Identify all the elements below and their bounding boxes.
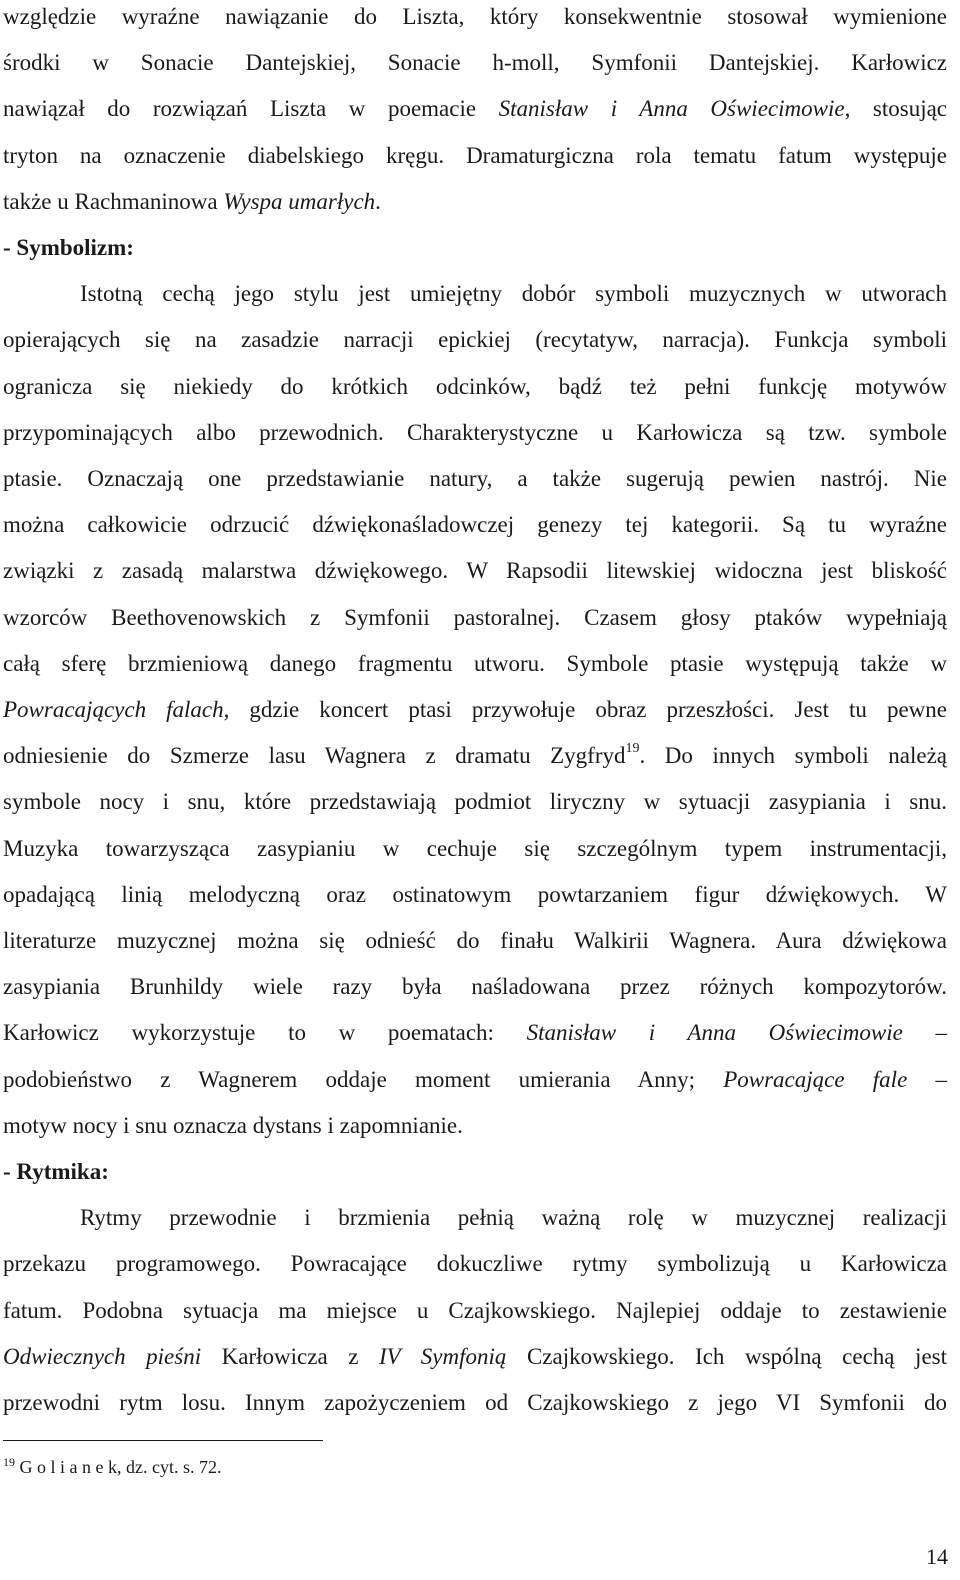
text-run: Istotną cechą jego stylu jest umiejętny dobór symboli muzycznych w utworach — [80, 281, 947, 307]
text-line — [3, 1340, 947, 1374]
text-run: Karłowicz wykorzystuje to w poematach: — [3, 1020, 527, 1046]
text-line — [3, 0, 947, 34]
text-run: wzorców Beethovenowskich z Symfonii pastoralnej. Czasem głosy ptaków wypełniają — [3, 604, 947, 630]
text-run: przekazu programowego. Powracające dokuczliwe rytmy symbolizują u Karłowicza — [3, 1251, 947, 1277]
page-number: 14 — [926, 1544, 948, 1569]
text-line — [3, 370, 947, 404]
text-line — [3, 508, 947, 542]
footnote-ref: 19 — [625, 740, 640, 756]
text-line — [3, 554, 947, 588]
text-line — [3, 46, 947, 80]
text-line — [3, 139, 947, 173]
text-run: Rytmy przewodnie i brzmienia pełnią ważną rolę w muzycznej realizacji — [80, 1205, 947, 1231]
text-run: tryton na oznaczenie diabelskiego kręgu. Dramaturgiczna rola tematu fatum występuje — [3, 142, 947, 168]
text-run: literaturze muzycznej można się odnieść do finału Walkirii Wagnera. Aura dźwiękowa — [3, 928, 947, 953]
text-line — [3, 1109, 947, 1143]
italic-title: Odwiecznych pieśni — [3, 1343, 202, 1369]
italic-title: Powracające fale — [723, 1066, 908, 1092]
text-run: motyw nocy i snu oznacza dystans i zapomnianie. — [3, 1112, 463, 1138]
text-run: podobieństwo z Wagnerem oddaje moment umierania Anny; — [3, 1066, 724, 1092]
text-run: . Do innych symboli należą — [639, 743, 948, 769]
text-run: można całkowicie odrzucić dźwiękonaśladowczej genezy tej kategorii. Są tu wyraźne — [3, 512, 947, 538]
text-run: – — [907, 1066, 947, 1092]
text-line — [3, 647, 947, 681]
text-run: fatum. Podobna sytuacja ma miejsce u Czajkowskiego. Najlepiej oddaje to zestawienie — [3, 1297, 947, 1323]
text-run: . — [375, 188, 381, 214]
text-line — [3, 1063, 947, 1097]
text-run: - Symbolizm: — [3, 235, 134, 260]
text-run: - Rytmika: — [3, 1159, 109, 1184]
text-run: względzie wyraźne nawiązanie do Liszta, który konsekwentnie stosował wymienione — [3, 4, 947, 29]
footnote — [3, 1453, 221, 1481]
text-line — [3, 924, 947, 958]
italic-title: Wyspa umarłych — [223, 188, 376, 214]
text-line — [3, 601, 947, 635]
text-run: przewodni rytm losu. Innym zapożyczeniem od Czajkowskiego z jego VI Symfonii do — [3, 1390, 947, 1415]
text-line — [3, 1016, 947, 1050]
footnote-text: G o l i a n e k, dz. cyt. s. 72. — [19, 1457, 222, 1477]
text-run: opierających się na zasadzie narracji epickiej (recytatyw, narracja). Funkcja symboli — [3, 327, 947, 353]
text-line — [3, 832, 947, 866]
text-run: Czajkowskiego. Ich wspólną cechą jest — [506, 1343, 947, 1369]
text-line — [80, 277, 947, 311]
text-run: przypominających albo przewodnich. Charakterystyczne u Karłowicza są tzw. symbole — [3, 419, 947, 445]
text-run: nawiązał do rozwiązań Liszta w poemacie — [3, 96, 499, 122]
text-line — [3, 185, 947, 219]
text-run: środki w Sonacie Dantejskiej, Sonacie h-moll, Symfonii Dantejskiej. Karłowicz — [3, 50, 947, 76]
italic-title: Stanisław i Anna Oświecimowie — [526, 1020, 903, 1046]
text-line — [3, 970, 947, 1004]
text-run: , gdzie koncert ptasi przywołuje obraz przeszłości. Jest tu pewne — [223, 697, 947, 722]
text-line — [3, 416, 947, 450]
section-heading — [3, 1155, 947, 1189]
text-run: , stosując — [844, 96, 947, 122]
text-run: ogranicza się niekiedy do krótkich odcinków, bądź też pełni funkcję motywów — [3, 373, 947, 399]
text-line — [3, 1247, 947, 1281]
text-line — [3, 1386, 947, 1420]
text-line — [3, 92, 947, 126]
text-line — [3, 693, 947, 727]
footnote-separator — [3, 1440, 323, 1441]
text-run: Karłowicza z — [201, 1343, 379, 1369]
text-run: ptasie. Oznaczają one przedstawianie natury, a także sugerują pewien nastrój. Nie — [3, 466, 947, 491]
text-line — [3, 1294, 947, 1328]
text-run: zasypiania Brunhildy wiele razy była naśladowana przez różnych kompozytorów. — [3, 974, 947, 1000]
text-run: – — [902, 1020, 947, 1046]
italic-title: IV Symfonią — [378, 1343, 507, 1369]
footnote-number: 19 — [3, 1455, 15, 1469]
text-line — [3, 462, 947, 496]
text-run: związki z zasadą malarstwa dźwiękowego. W Rapsodii litewskiej widoczna jest bliskość — [3, 558, 947, 584]
text-line — [3, 878, 947, 912]
text-line — [80, 1201, 947, 1235]
italic-title: Powracających falach — [3, 697, 224, 722]
text-line — [3, 785, 947, 819]
italic-title: Stanisław i Anna Oświecimowie — [498, 96, 845, 122]
text-run: odniesienie do Szmerze lasu Wagnera z dramatu Zygfryd — [3, 743, 626, 769]
text-run: symbole nocy i snu, które przedstawiają podmiot liryczny w sytuacji zasypiania i snu. — [3, 789, 947, 815]
text-run: opadającą linią melodyczną oraz ostinatowym powtarzaniem figur dźwiękowych. W — [3, 881, 947, 907]
section-heading — [3, 231, 947, 265]
text-run: także u Rachmaninowa — [3, 188, 224, 214]
text-run: całą sferę brzmieniową danego fragmentu utworu. Symbole ptasie występują także w — [3, 650, 947, 676]
text-line — [3, 323, 947, 357]
text-line — [3, 739, 947, 773]
text-run: Muzyka towarzysząca zasypianiu w cechuje się szczególnym typem instrumentacji, — [3, 835, 947, 861]
